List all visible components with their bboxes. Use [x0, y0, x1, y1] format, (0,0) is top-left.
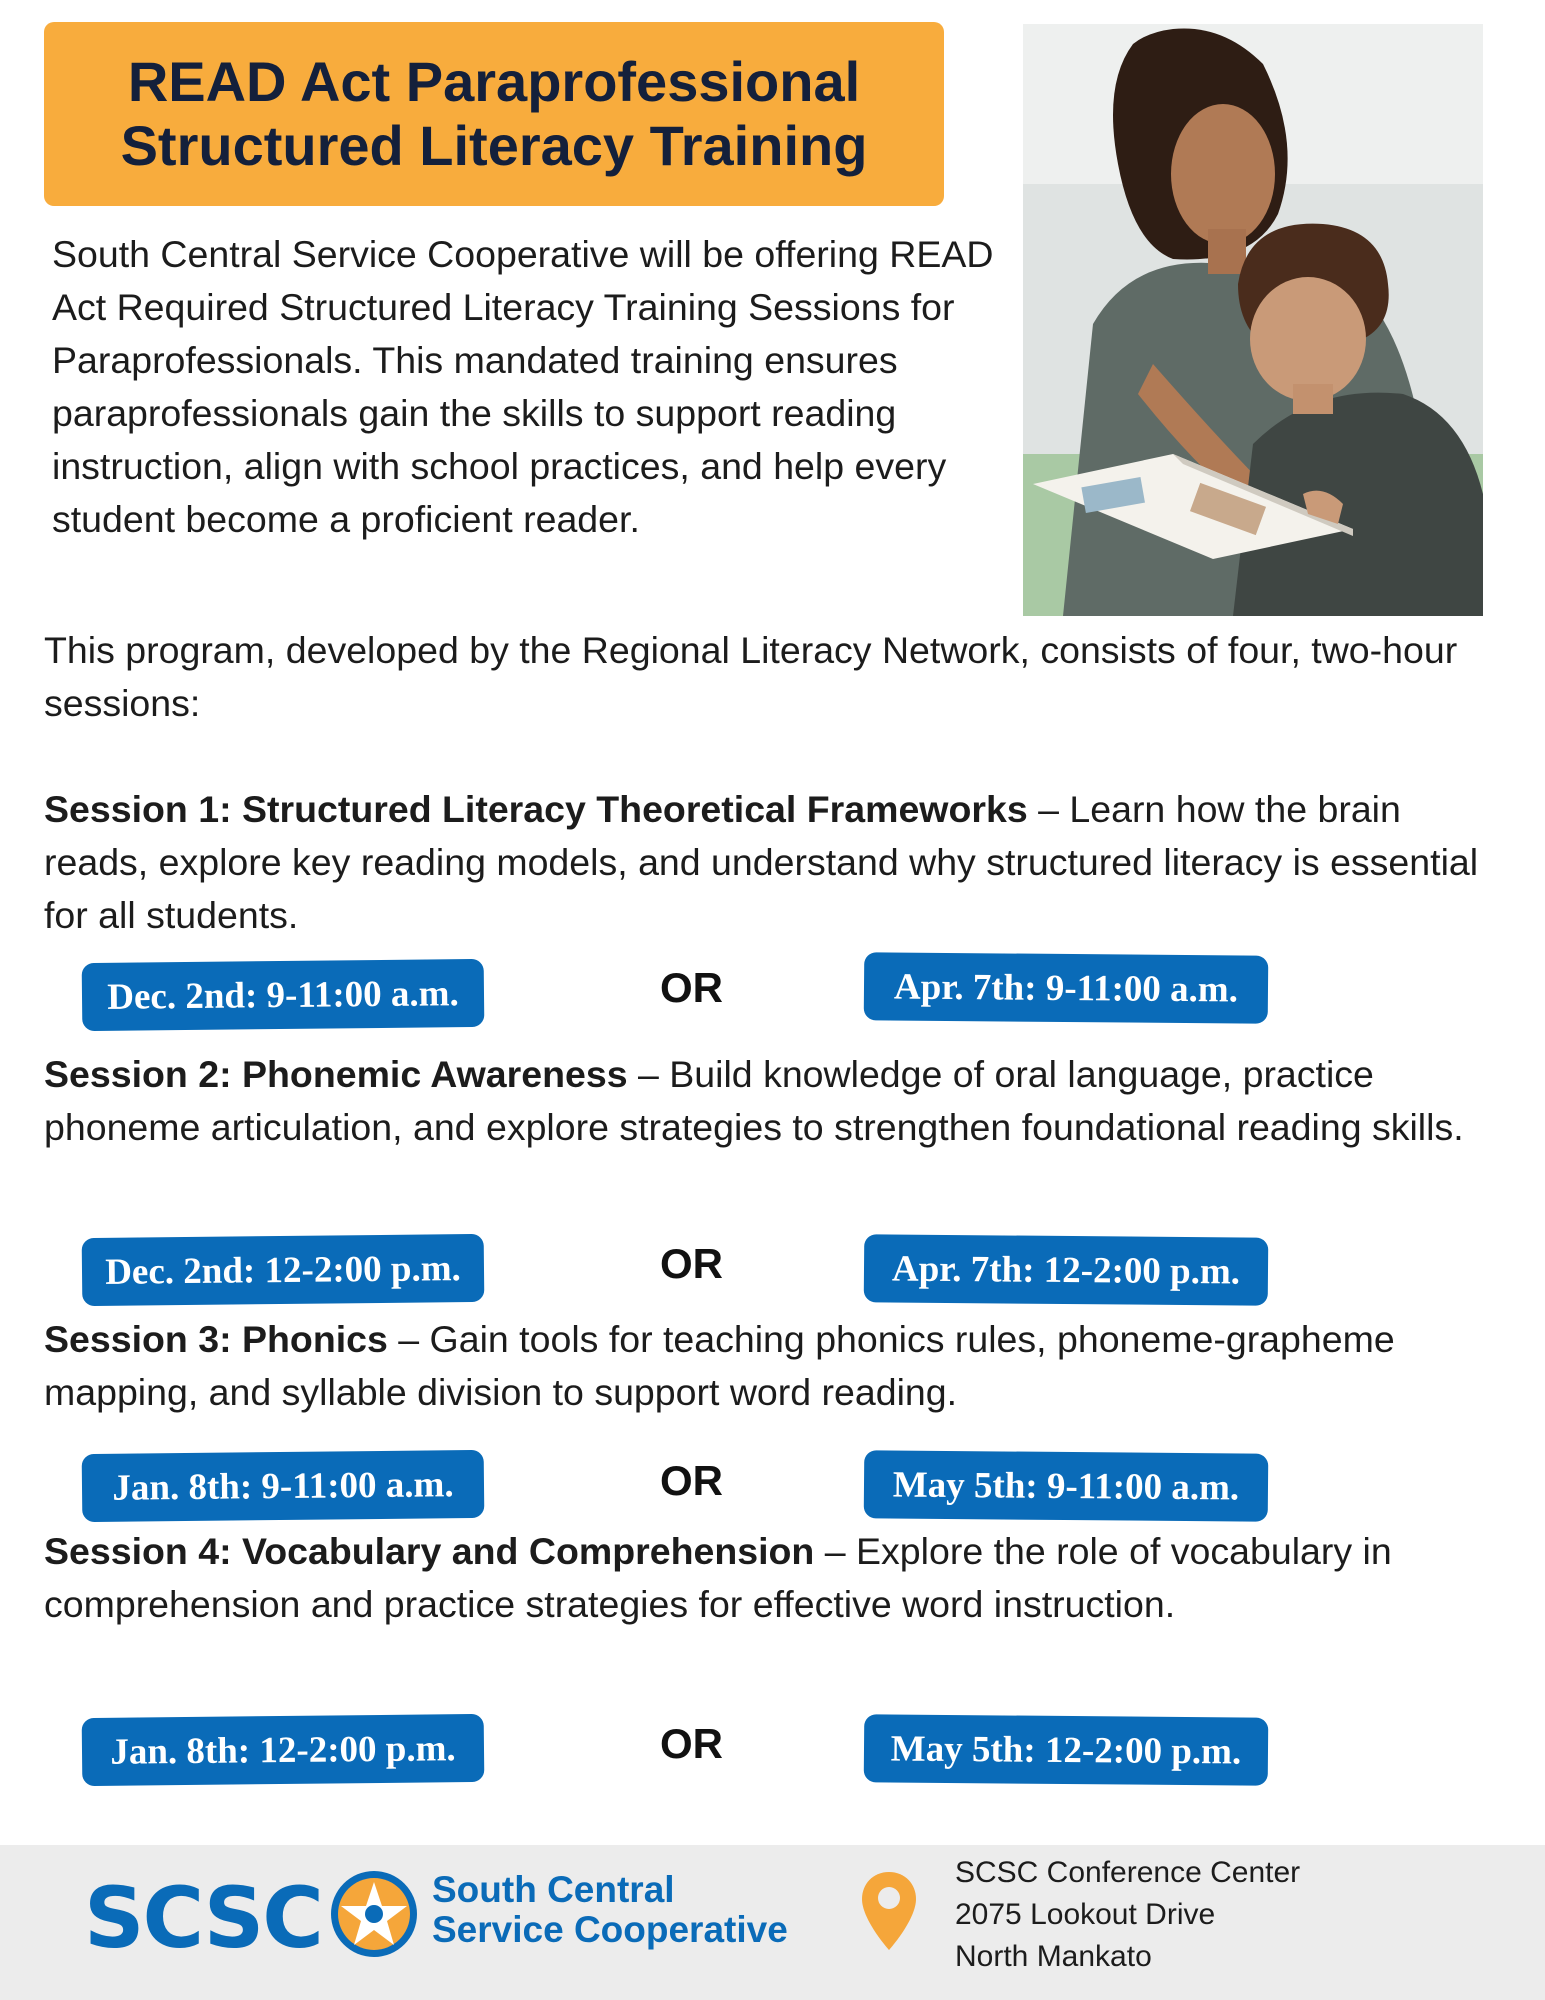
session-1-date-option-1[interactable]: Dec. 2nd: 9-11:00 a.m.	[82, 959, 485, 1031]
session-4-date-option-2[interactable]: May 5th: 12-2:00 p.m.	[864, 1714, 1269, 1786]
session-4-date-option-1[interactable]: Jan. 8th: 12-2:00 p.m.	[82, 1714, 485, 1786]
address-line-3: North Mankato	[955, 1940, 1152, 1973]
or-label-2: OR	[660, 1240, 723, 1287]
title-line-1: READ Act Paraprofessional	[127, 50, 861, 113]
title-banner	[44, 22, 944, 206]
session-1-date-option-2[interactable]: Apr. 7th: 9-11:00 a.m.	[864, 952, 1269, 1024]
session-3-description	[44, 1313, 1494, 1419]
address-line-2: 2075 Lookout Drive	[955, 1898, 1216, 1931]
program-description: This program, developed by the Regional Literacy Network, consists of four, two-hour sessions:	[44, 629, 1458, 724]
session-2-date-option-1[interactable]: Dec. 2nd: 12-2:00 p.m.	[82, 1234, 485, 1306]
photo-illustration	[1023, 24, 1483, 616]
session-3-text: – Gain tools for teaching phonics rules, phoneme-grapheme mapping, and syllable division to support word reading.	[44, 1318, 1395, 1413]
title-line-2: Structured Literacy Training	[120, 114, 868, 177]
or-label-3: OR	[660, 1457, 723, 1504]
address-line-1: SCSC Conference Center	[955, 1856, 1301, 1889]
session-2-title: Session 2: Phonemic Awareness	[44, 1053, 628, 1095]
scsc-logo-text: SCSC	[84, 1869, 322, 1967]
session-2-description	[44, 1048, 1494, 1154]
session-3-date-option-2[interactable]: May 5th: 9-11:00 a.m.	[864, 1450, 1269, 1522]
session-4-title: Session 4: Vocabulary and Comprehension	[44, 1530, 815, 1572]
org-name-line-2: Service Cooperative	[432, 1909, 788, 1950]
intro-paragraph: South Central Service Cooperative will be offering READ Act Required Structured Literacy Training Sessions for Paraprofessionals. This mandated training ensures paraprofessionals gain the skills to support reading instruction, align with school practices, and help every student become a proficient reader.	[52, 233, 994, 540]
or-label-4: OR	[660, 1720, 723, 1767]
session-4-text: – Explore the role of vocabulary in comprehension and practice strategies for effective word instruction.	[44, 1530, 1392, 1625]
session-1-title: Session 1: Structured Literacy Theoretical Frameworks	[44, 788, 1028, 830]
organization-name	[432, 1870, 788, 1950]
session-3-title: Session 3: Phonics	[44, 1318, 388, 1360]
venue-address	[955, 1852, 1300, 1978]
session-3-date-option-1[interactable]: Jan. 8th: 9-11:00 a.m.	[82, 1450, 485, 1522]
teacher-reading-photo	[1023, 24, 1483, 616]
star-hands-logo-icon	[328, 1868, 420, 1965]
session-4-description	[44, 1525, 1494, 1631]
org-name-line-1: South Central	[432, 1869, 675, 1910]
session-2-text: – Build knowledge of oral language, practice phoneme articulation, and explore strategies to strengthen foundational reading skills.	[44, 1053, 1464, 1148]
or-label-1: OR	[660, 964, 723, 1011]
session-1-text: – Learn how the brain reads, explore key reading models, and understand why structured literacy is essential for all students.	[44, 788, 1479, 936]
location-pin-icon	[860, 1870, 918, 1957]
session-2-date-option-2[interactable]: Apr. 7th: 12-2:00 p.m.	[864, 1234, 1269, 1306]
session-1-description	[44, 783, 1494, 942]
